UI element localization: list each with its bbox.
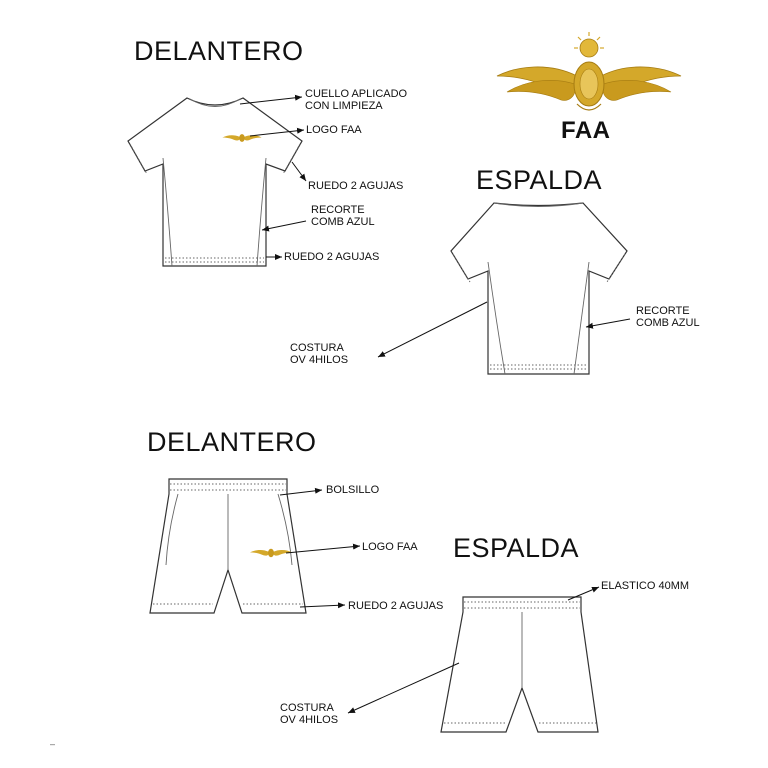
back-shorts: [441, 597, 598, 732]
callout-shirt-side-panel: [311, 204, 375, 228]
callout-back-shirt-seam-line-1: COSTURA: [290, 342, 344, 354]
callout-back-shorts-seam-line-1: COSTURA: [280, 702, 334, 714]
callout-collar-line-1: CUELLO APLICADO: [305, 88, 408, 100]
callout-shirt-bottom-hem: RUEDO 2 AGUJAS: [284, 251, 380, 263]
front-shirt: [128, 98, 302, 266]
callout-back-shorts-seam-line-2: OV 4HILOS: [280, 714, 339, 726]
back-shorts-heading: ESPALDA: [453, 533, 580, 563]
faa-logo-text: FAA: [561, 117, 611, 144]
back-shirt-heading: ESPALDA: [476, 165, 603, 195]
back-shirt: [451, 203, 627, 374]
callout-shirt-side-panel-line-2: COMB AZUL: [311, 216, 375, 228]
callout-shorts-hem: RUEDO 2 AGUJAS: [348, 600, 444, 612]
front-shorts: [150, 479, 306, 613]
callout-shorts-logo: LOGO FAA: [362, 541, 418, 553]
callout-back-shirt-seam-line-2: OV 4HILOS: [290, 354, 349, 366]
front-shirt-heading: DELANTERO: [134, 36, 304, 66]
callout-shirt-side-panel-line-1: RECORTE: [311, 204, 365, 216]
callout-back-shorts-seam: [280, 702, 338, 726]
callout-shirt-logo: LOGO FAA: [306, 124, 362, 136]
footer-mark: –: [50, 739, 56, 749]
callout-collar: [305, 88, 407, 112]
callout-back-shirt-seam: [290, 342, 348, 366]
callout-back-side-panel-line-2: COMB AZUL: [636, 317, 700, 329]
faa-winged-emblem-icon: [497, 32, 681, 110]
callout-back-side-panel: [636, 305, 700, 329]
callout-shirt-sleeve-hem: RUEDO 2 AGUJAS: [308, 180, 404, 192]
callout-collar-line-2: CON LIMPIEZA: [305, 100, 383, 112]
callout-back-side-panel-line-1: RECORTE: [636, 305, 690, 317]
callout-pocket: BOLSILLO: [326, 484, 380, 496]
callout-elastic: ELASTICO 40MM: [601, 580, 690, 592]
front-shorts-heading: DELANTERO: [147, 427, 317, 457]
